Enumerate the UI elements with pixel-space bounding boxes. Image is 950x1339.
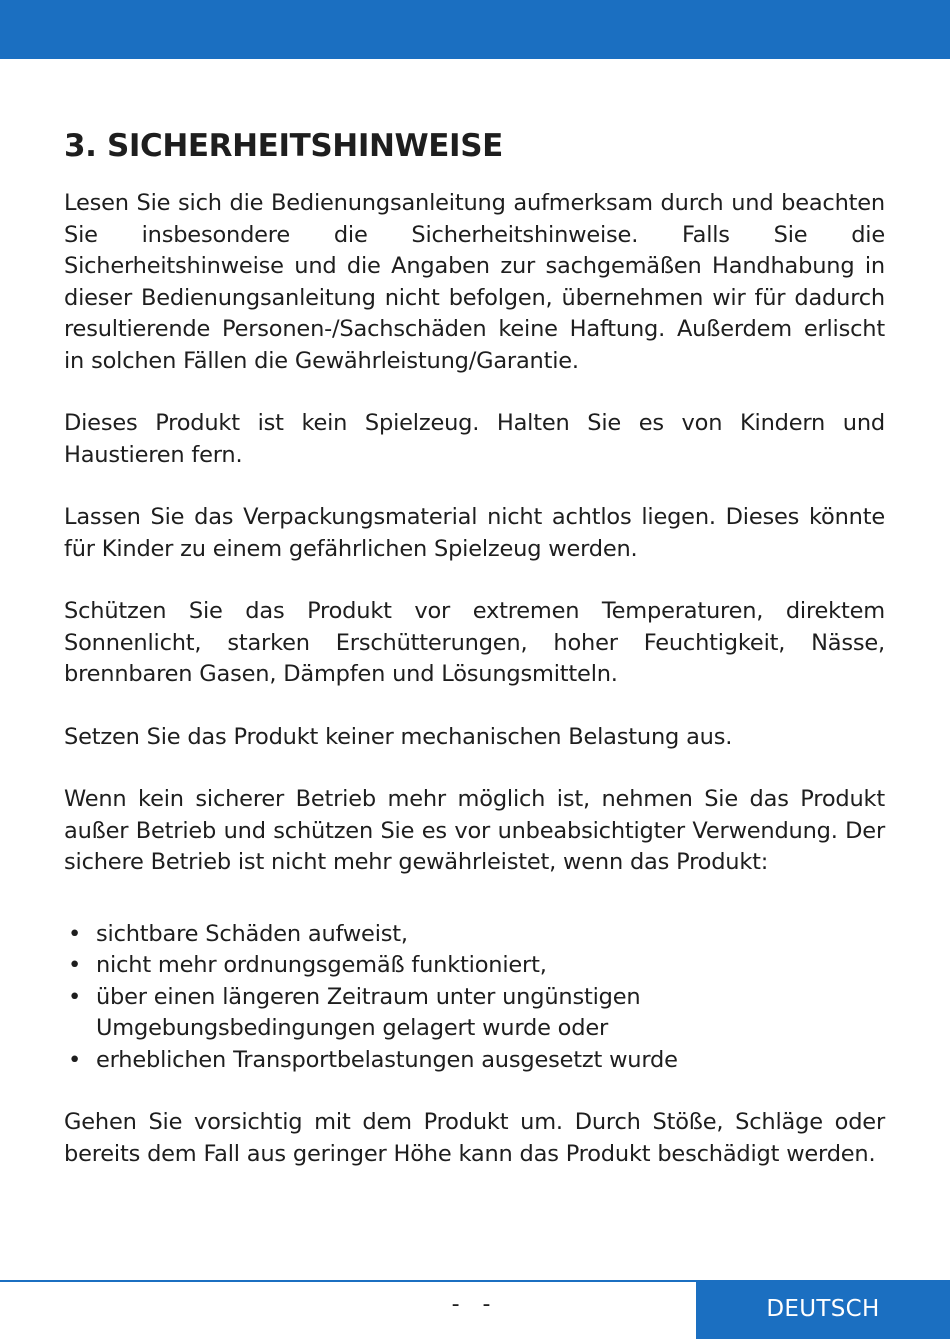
bullet-marker: • (68, 1046, 82, 1073)
paragraph-safe-operation: Wenn kein sicherer Betrieb mehr möglich ist, nehmen Sie das Produkt außer Betrieb und schützen Sie es vor unbeabsichtigter Verwendung. Der sichere Betrieb ist nicht mehr gewährleistet, wenn das Produkt: (64, 786, 885, 875)
list-item-text: über einen längeren Zeitraum unter ungünstigen Umgebungsbedingungen gelagert wurde oder (96, 983, 641, 1041)
list-item (64, 1045, 885, 1077)
paragraph-read-manual: Lesen Sie sich die Bedienungsanleitung aufmerksam durch und beachten Sie insbesondere die Sicherheitshinweise. Falls Sie die Sicherheitshinweise und die Angaben zur sachgemäßen Handhabung in dieser Bedienungsanleitung nicht befolgen, übernehmen wir für dadurch resultierende Personen-/Sachschäden keine Haftung. Außerdem erlischt in solchen Fällen die Gewährleistung/Garantie. (64, 190, 885, 374)
bullet-marker: • (68, 983, 82, 1010)
paragraph-not-a-toy: Dieses Produkt ist kein Spielzeug. Halten Sie es von Kindern und Haustieren fern. (64, 410, 885, 468)
list-item (64, 950, 885, 982)
list-item (64, 982, 885, 1045)
list-item-text: nicht mehr ordnungsgemäß funktioniert, (96, 952, 547, 978)
language-tab: DEUTSCH (696, 1280, 950, 1339)
bullet-marker: • (68, 952, 82, 978)
bullet-marker: • (68, 920, 82, 947)
paragraph-mechanical-stress: Setzen Sie das Produkt keiner mechanischen Belastung aus. (64, 723, 733, 750)
list-item-text: sichtbare Schäden aufweist, (96, 920, 408, 947)
paragraph-packaging: Lassen Sie das Verpackungsmaterial nicht achtlos liegen. Dieses könnte für Kinder zu einem gefährlichen Spielzeug werden. (64, 504, 885, 562)
bullet-list (64, 919, 885, 1077)
page-number: - - (451, 1292, 499, 1317)
paragraph-environment: Schützen Sie das Produkt vor extremen Temperaturen, direktem Sonnenlicht, starken Erschütterungen, hoher Feuchtigkeit, Nässe, brennbaren Gasen, Dämpfen und Lösungsmitteln. (64, 598, 885, 687)
page-content (64, 124, 885, 1201)
paragraph-handle-with-care: Gehen Sie vorsichtig mit dem Produkt um. Durch Stöße, Schläge oder bereits dem Fall aus geringer Höhe kann das Produkt beschädigt werden. (64, 1109, 885, 1167)
list-item-text: erheblichen Transportbelastungen ausgesetzt wurde (96, 1046, 678, 1073)
section-title: 3. SICHERHEITSHINWEISE (64, 128, 503, 164)
list-item (64, 919, 885, 951)
footer-rule (0, 1280, 696, 1282)
header-band (0, 0, 950, 59)
